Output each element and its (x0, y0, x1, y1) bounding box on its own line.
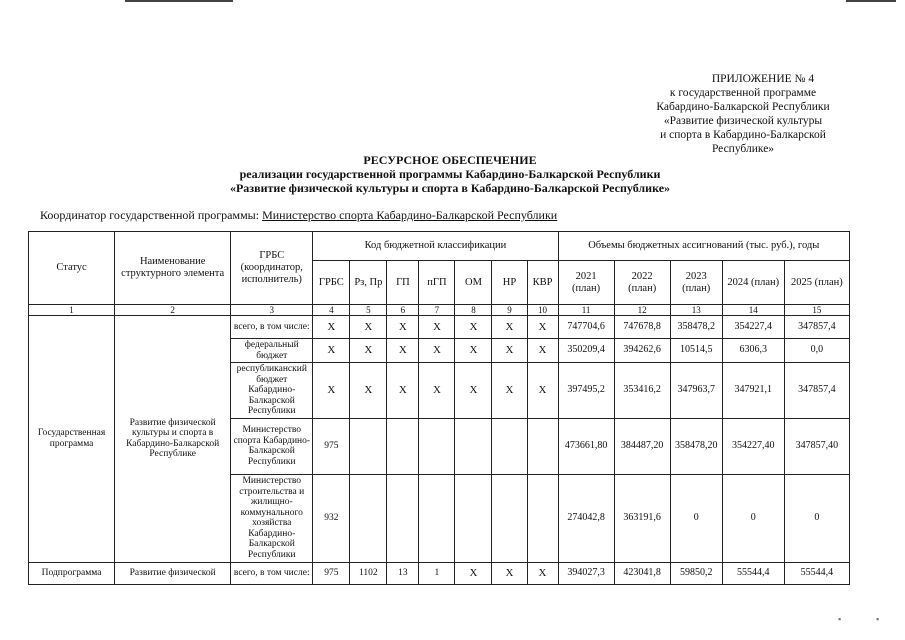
code-cell (419, 418, 455, 474)
table-row (29, 316, 850, 339)
code-cell (350, 474, 387, 562)
value-cell: 347857,4 (784, 363, 849, 419)
code-cell: Х (419, 339, 455, 363)
code-cell: Х (350, 363, 387, 419)
table-row (29, 562, 850, 584)
code-cell: Х (313, 316, 350, 339)
executor-cell: всего, в том числе: (231, 316, 313, 339)
value-cell: 384487,20 (614, 418, 670, 474)
header-kbk-rzpr: Рз, Пр (350, 261, 387, 305)
column-number: 1 (29, 305, 115, 316)
executor-cell: Министерство строительства и жилищно-коммунального хозяйства Кабардино-Балкарской Республики (231, 474, 313, 562)
code-cell (387, 418, 419, 474)
code-cell: Х (492, 316, 527, 339)
value-cell: 10514,5 (670, 339, 722, 363)
code-cell: Х (350, 339, 387, 363)
code-cell: 1 (419, 562, 455, 584)
annex-block (636, 72, 850, 156)
status-cell: Подпрограмма (29, 562, 115, 584)
code-cell: Х (313, 339, 350, 363)
value-cell: 354227,4 (722, 316, 784, 339)
value-cell: 347857,40 (784, 418, 849, 474)
value-cell: 747678,8 (614, 316, 670, 339)
value-cell: 6306,3 (722, 339, 784, 363)
value-cell: 347963,7 (670, 363, 722, 419)
value-cell: 394027,3 (558, 562, 614, 584)
scan-speck: ▪ (876, 614, 880, 624)
scan-speck: ▪ (838, 614, 842, 624)
code-cell: Х (492, 363, 527, 419)
header-year: 2023 (план) (670, 261, 722, 305)
code-cell (527, 474, 558, 562)
value-cell: 0 (722, 474, 784, 562)
value-cell: 59850,2 (670, 562, 722, 584)
code-cell: Х (387, 316, 419, 339)
executor-cell: Министерство спорта Кабардино-Балкарской Республики (231, 418, 313, 474)
column-number: 13 (670, 305, 722, 316)
value-cell: 473661,80 (558, 418, 614, 474)
header-grbs: ГРБС (координатор, исполнитель) (231, 232, 313, 305)
coordinator-label: Координатор государственной программы: (40, 208, 260, 222)
executor-cell: федеральный бюджет (231, 339, 313, 363)
column-number: 4 (313, 305, 350, 316)
column-number: 6 (387, 305, 419, 316)
executor-cell: всего, в том числе: (231, 562, 313, 584)
code-cell (387, 474, 419, 562)
header-year: 2022 (план) (614, 261, 670, 305)
code-cell: Х (455, 316, 492, 339)
value-cell: 397495,2 (558, 363, 614, 419)
code-cell: Х (313, 363, 350, 419)
scan-edge-mark-right (846, 0, 896, 2)
code-cell: Х (455, 363, 492, 419)
header-year: 2024 (план) (722, 261, 784, 305)
header-row (29, 232, 850, 261)
code-cell: Х (419, 363, 455, 419)
header-year: 2025 (план) (784, 261, 849, 305)
coordinator-value: Министерство спорта Кабардино-Балкарской Республики (262, 208, 558, 222)
code-cell: Х (419, 316, 455, 339)
value-cell: 0 (784, 474, 849, 562)
column-number: 3 (231, 305, 313, 316)
element-name-cell: Развитие физической культуры и спорта в Кабардино-Балкарской Республике (115, 316, 231, 563)
value-cell: 274042,8 (558, 474, 614, 562)
element-name-cell: Развитие физической (115, 562, 231, 584)
code-cell: Х (387, 363, 419, 419)
value-cell: 0 (670, 474, 722, 562)
header-volumes-group: Объемы бюджетных ассигнований (тыс. руб.), годы (558, 232, 849, 261)
code-cell: Х (350, 316, 387, 339)
code-cell: Х (455, 562, 492, 584)
annex-line: «Развитие физической культуры (663, 115, 823, 127)
value-cell: 55544,4 (784, 562, 849, 584)
code-cell: Х (527, 562, 558, 584)
value-cell: 354227,40 (722, 418, 784, 474)
value-cell: 363191,6 (614, 474, 670, 562)
column-number: 11 (558, 305, 614, 316)
code-cell (419, 474, 455, 562)
coordinator-line (40, 208, 557, 223)
column-number-row (29, 305, 850, 316)
value-cell: 358478,2 (670, 316, 722, 339)
document-subtitle: «Развитие физической культуры и спорта в Кабардино-Балкарской Республике» (229, 181, 671, 195)
header-kbk-gp: ГП (387, 261, 419, 305)
value-cell: 347857,4 (784, 316, 849, 339)
value-cell: 350209,4 (558, 339, 614, 363)
header-name: Наименование структурного элемента (115, 232, 231, 305)
code-cell (492, 474, 527, 562)
code-cell: Х (527, 339, 558, 363)
column-number: 5 (350, 305, 387, 316)
header-kbk-kvr: КВР (527, 261, 558, 305)
value-cell: 394262,6 (614, 339, 670, 363)
header-kbk-group: Код бюджетной классификации (313, 232, 558, 261)
header-kbk-om: ОМ (455, 261, 492, 305)
value-cell: 347921,1 (722, 363, 784, 419)
header-year: 2021 (план) (558, 261, 614, 305)
document-heading (150, 153, 750, 195)
document-subtitle: реализации государственной программы Кабардино-Балкарской Республики (239, 167, 661, 181)
code-cell: 932 (313, 474, 350, 562)
code-cell: Х (387, 339, 419, 363)
scan-edge-mark-left (125, 0, 233, 2)
annex-line: Кабардино-Балкарской Республики (656, 101, 830, 113)
column-number: 12 (614, 305, 670, 316)
code-cell: 975 (313, 418, 350, 474)
column-number: 2 (115, 305, 231, 316)
annex-line: Республике» (711, 143, 775, 155)
value-cell: 358478,20 (670, 418, 722, 474)
code-cell (455, 474, 492, 562)
annex-title: ПРИЛОЖЕНИЕ № 4 (711, 73, 815, 85)
code-cell: 975 (313, 562, 350, 584)
column-number: 14 (722, 305, 784, 316)
code-cell: 13 (387, 562, 419, 584)
resource-table (28, 231, 850, 585)
code-cell (350, 418, 387, 474)
header-kbk-nr: НР (492, 261, 527, 305)
code-cell: Х (492, 562, 527, 584)
column-number: 8 (455, 305, 492, 316)
value-cell: 55544,4 (722, 562, 784, 584)
code-cell: Х (527, 363, 558, 419)
value-cell: 0,0 (784, 339, 849, 363)
status-cell: Государственная программа (29, 316, 115, 563)
header-kbk-pgp: пГП (419, 261, 455, 305)
column-number: 10 (527, 305, 558, 316)
code-cell (455, 418, 492, 474)
value-cell: 423041,8 (614, 562, 670, 584)
code-cell: Х (492, 339, 527, 363)
code-cell (492, 418, 527, 474)
code-cell: 1102 (350, 562, 387, 584)
executor-cell: республиканский бюджет Кабардино-Балкарской Республики (231, 363, 313, 419)
code-cell (527, 418, 558, 474)
annex-line: и спорта в Кабардино-Балкарской (660, 129, 826, 141)
annex-line: к государственной программе (669, 87, 817, 99)
header-status: Статус (29, 232, 115, 305)
column-number: 7 (419, 305, 455, 316)
code-cell: Х (455, 339, 492, 363)
code-cell: Х (527, 316, 558, 339)
header-kbk-grbs: ГРБС (313, 261, 350, 305)
document-title: РЕСУРСНОЕ ОБЕСПЕЧЕНИЕ (363, 153, 537, 167)
column-number: 15 (784, 305, 849, 316)
value-cell: 747704,6 (558, 316, 614, 339)
value-cell: 353416,2 (614, 363, 670, 419)
column-number: 9 (492, 305, 527, 316)
